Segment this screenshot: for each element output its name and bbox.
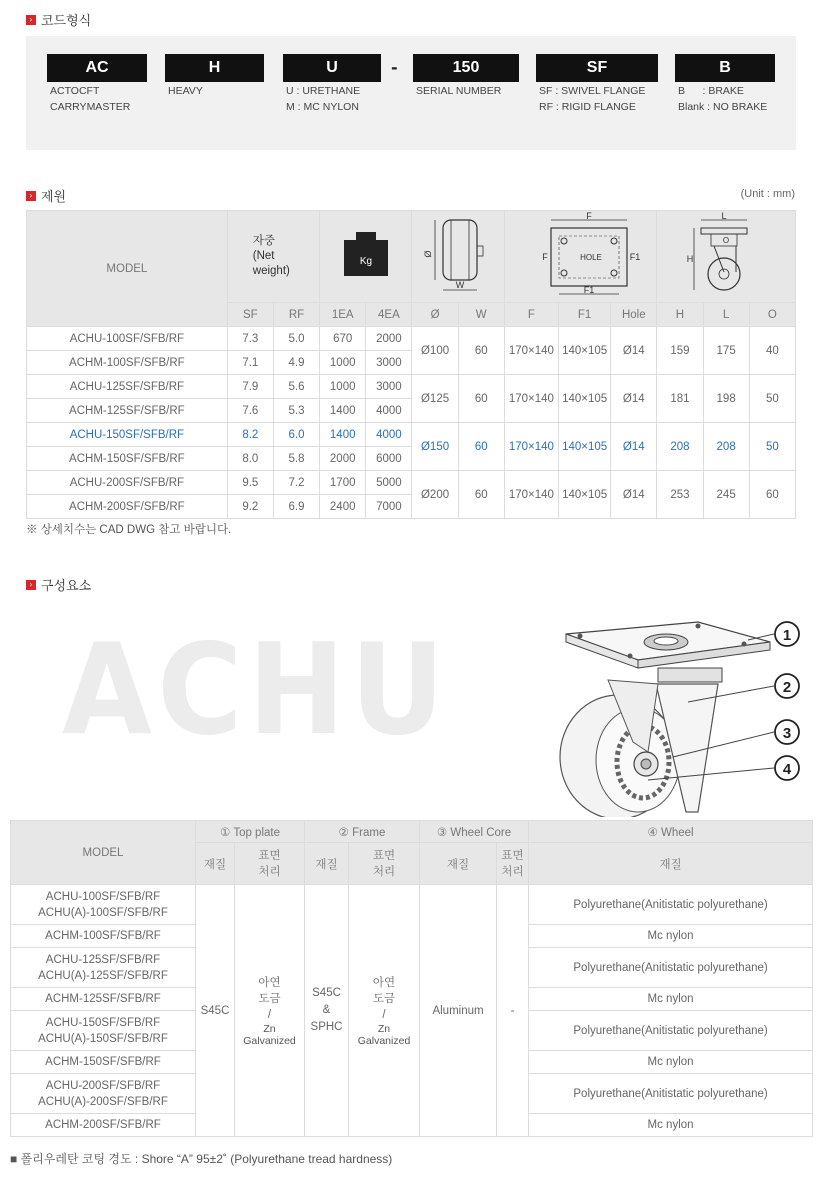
- diagram-label-f1: F1: [583, 285, 594, 295]
- table-row: ACHM-100SF/SFB/RF Mc nylon: [11, 925, 813, 948]
- spec-header-wheel-diagram: [412, 211, 504, 303]
- spec-header-o: O: [749, 303, 795, 327]
- code-item-u: U U : URETHANE M : MC NYLON: [283, 54, 381, 115]
- code-item-serial: 150 SERIAL NUMBER: [413, 54, 519, 99]
- code-item-sf: SF SF : SWIVEL FLANGE RF : RIGID FLANGE: [536, 54, 658, 115]
- diagram-label-dia: Ø: [423, 250, 434, 258]
- spec-header-4ea: 4EA: [366, 303, 412, 327]
- table-row: ACHM-200SF/SFB/RF 9.2 6.9 2400 7000: [27, 495, 796, 519]
- diagram-label-hole: HOLE: [579, 253, 602, 262]
- code-item-ac: AC ACTOCFT CARRYMASTER: [47, 54, 147, 115]
- callout-2-label: 2: [782, 679, 792, 696]
- diagram-label-f: F: [585, 212, 592, 221]
- table-row: ACHU-100SF/SFB/RF 7.3 5.0 670 2000 Ø100 60 170×140 140×105 Ø14 159 175 40: [27, 327, 796, 351]
- table-row: ACHM-100SF/SFB/RF 7.1 4.9 1000 3000: [27, 351, 796, 375]
- ghost-model-text: ACHU: [62, 616, 451, 763]
- table-row: ACHU-150SF/SFB/RF ACHU(A)-150SF/SFB/RF Polyurethane(Anitistatic polyurethane): [11, 1011, 813, 1051]
- comp-header-frame: ② Frame: [305, 821, 420, 843]
- comp-header-material: 재질: [196, 843, 235, 885]
- comp-header-surface: 표면 처리: [497, 843, 529, 885]
- diagram-label-o: O: [723, 236, 730, 245]
- callout-4-label: 4: [782, 761, 792, 778]
- spec-header-sf: SF: [227, 303, 273, 327]
- code-dash: -: [391, 58, 398, 77]
- spec-header-dia: Ø: [412, 303, 458, 327]
- comp-header-material: 재질: [420, 843, 497, 885]
- table-row: ACHU-125SF/SFB/RF ACHU(A)-125SF/SFB/RF Polyurethane(Anitistatic polyurethane): [11, 948, 813, 988]
- core-material: Aluminum: [420, 885, 497, 1137]
- spec-table: [26, 210, 796, 519]
- spec-header-kg: [320, 211, 412, 303]
- top-plate-surface: 아연 도금 / Zn Galvanized: [235, 885, 305, 1137]
- section-title-spec: › 제원: [26, 186, 66, 205]
- section-title-components: › 구성요소: [26, 575, 91, 594]
- table-row: ACHU-200SF/SFB/RF ACHU(A)-200SF/SFB/RF Polyurethane(Anitistatic polyurethane): [11, 1074, 813, 1114]
- spec-header-f1: F1: [559, 303, 611, 327]
- core-surface: -: [497, 885, 529, 1137]
- code-item-b: B B : BRAKE Blank : NO BRAKE: [675, 54, 775, 115]
- comp-header-top-plate: ① Top plate: [196, 821, 305, 843]
- diagram-label-l: L: [721, 212, 727, 221]
- chevron-right-icon: ›: [26, 580, 36, 590]
- table-row-highlighted: ACHU-150SF/SFB/RF 8.2 6.0 1400 4000 Ø150 60 170×140 140×105 Ø14 208 208 50: [27, 423, 796, 447]
- diagram-label-f1-side: F1: [629, 252, 640, 262]
- spec-header-caster-diagram: [657, 211, 796, 303]
- comp-header-surface: 표면 처리: [235, 843, 305, 885]
- table-row: ACHU-100SF/SFB/RF ACHU(A)-100SF/SFB/RF S45C 아연 도금 / Zn Galvanized S45C & SPHC 아연 도금 / Zn Galvanized Aluminum - Polyurethane(Anitistatic polyurethane): [11, 885, 813, 925]
- section-title-code: › 코드형식: [26, 10, 91, 29]
- weight-icon-label: Kg: [359, 256, 372, 267]
- table-row: ACHM-125SF/SFB/RF Mc nylon: [11, 988, 813, 1011]
- spec-header-rf: RF: [273, 303, 319, 327]
- comp-header-wheel: ④ Wheel: [529, 821, 813, 843]
- callout-3-label: 3: [782, 725, 792, 742]
- chevron-right-icon: ›: [26, 191, 36, 201]
- chevron-right-icon: ›: [26, 15, 36, 25]
- weight-icon: [336, 230, 396, 280]
- table-row: ACHM-150SF/SFB/RF Mc nylon: [11, 1051, 813, 1074]
- comp-header-material: 재질: [305, 843, 349, 885]
- spec-header-l: L: [703, 303, 749, 327]
- spec-header-model: MODEL: [27, 211, 228, 327]
- unit-label: (Unit : mm): [740, 188, 795, 200]
- code-format-box: [26, 36, 796, 150]
- top-plate-diagram: [511, 212, 651, 298]
- table-row: ACHU-125SF/SFB/RF 7.9 5.6 1000 3000 Ø125 60 170×140 140×105 Ø14 181 198 50: [27, 375, 796, 399]
- diagram-label-w: W: [455, 280, 465, 290]
- spec-header-weight: 자중 (Net weight): [227, 211, 319, 303]
- caster-illustration: [548, 612, 808, 817]
- spec-header-h: H: [657, 303, 703, 327]
- comp-header-material: 재질: [529, 843, 813, 885]
- comp-header-model: MODEL: [11, 821, 196, 885]
- spec-header-hole: Hole: [611, 303, 657, 327]
- spec-header-w: W: [458, 303, 504, 327]
- cad-note: ※ 상세치수는 CAD DWG 참고 바랍니다.: [26, 524, 232, 536]
- diagram-label-f-side: F: [541, 252, 548, 262]
- spec-header-f: F: [504, 303, 558, 327]
- callout-1-label: 1: [782, 627, 792, 644]
- spec-header-plate-diagram: [504, 211, 657, 303]
- frame-material: S45C & SPHC: [305, 885, 349, 1137]
- diagram-label-h: H: [686, 254, 694, 264]
- wheel-side-diagram: [415, 212, 501, 298]
- frame-surface: 아연 도금 / Zn Galvanized: [349, 885, 420, 1137]
- table-row: ACHU-200SF/SFB/RF 9.5 7.2 1700 5000 Ø200 60 170×140 140×105 Ø14 253 245 60: [27, 471, 796, 495]
- spec-header-1ea: 1EA: [320, 303, 366, 327]
- table-row: ACHM-200SF/SFB/RF Mc nylon: [11, 1114, 813, 1137]
- table-row: ACHM-150SF/SFB/RF 8.0 5.8 2000 6000: [27, 447, 796, 471]
- caster-side-diagram: [666, 212, 786, 298]
- components-table: [10, 820, 813, 1137]
- comp-header-wheel-core: ③ Wheel Core: [420, 821, 529, 843]
- hardness-note: ■ 폴리우레탄 코팅 경도 : Shore “A” 95±2˚ (Polyurethane tread hardness): [10, 1152, 393, 1166]
- code-item-h: H HEAVY: [165, 54, 264, 99]
- comp-header-surface: 표면 처리: [349, 843, 420, 885]
- table-row: ACHM-125SF/SFB/RF 7.6 5.3 1400 4000: [27, 399, 796, 423]
- top-plate-material: S45C: [196, 885, 235, 1137]
